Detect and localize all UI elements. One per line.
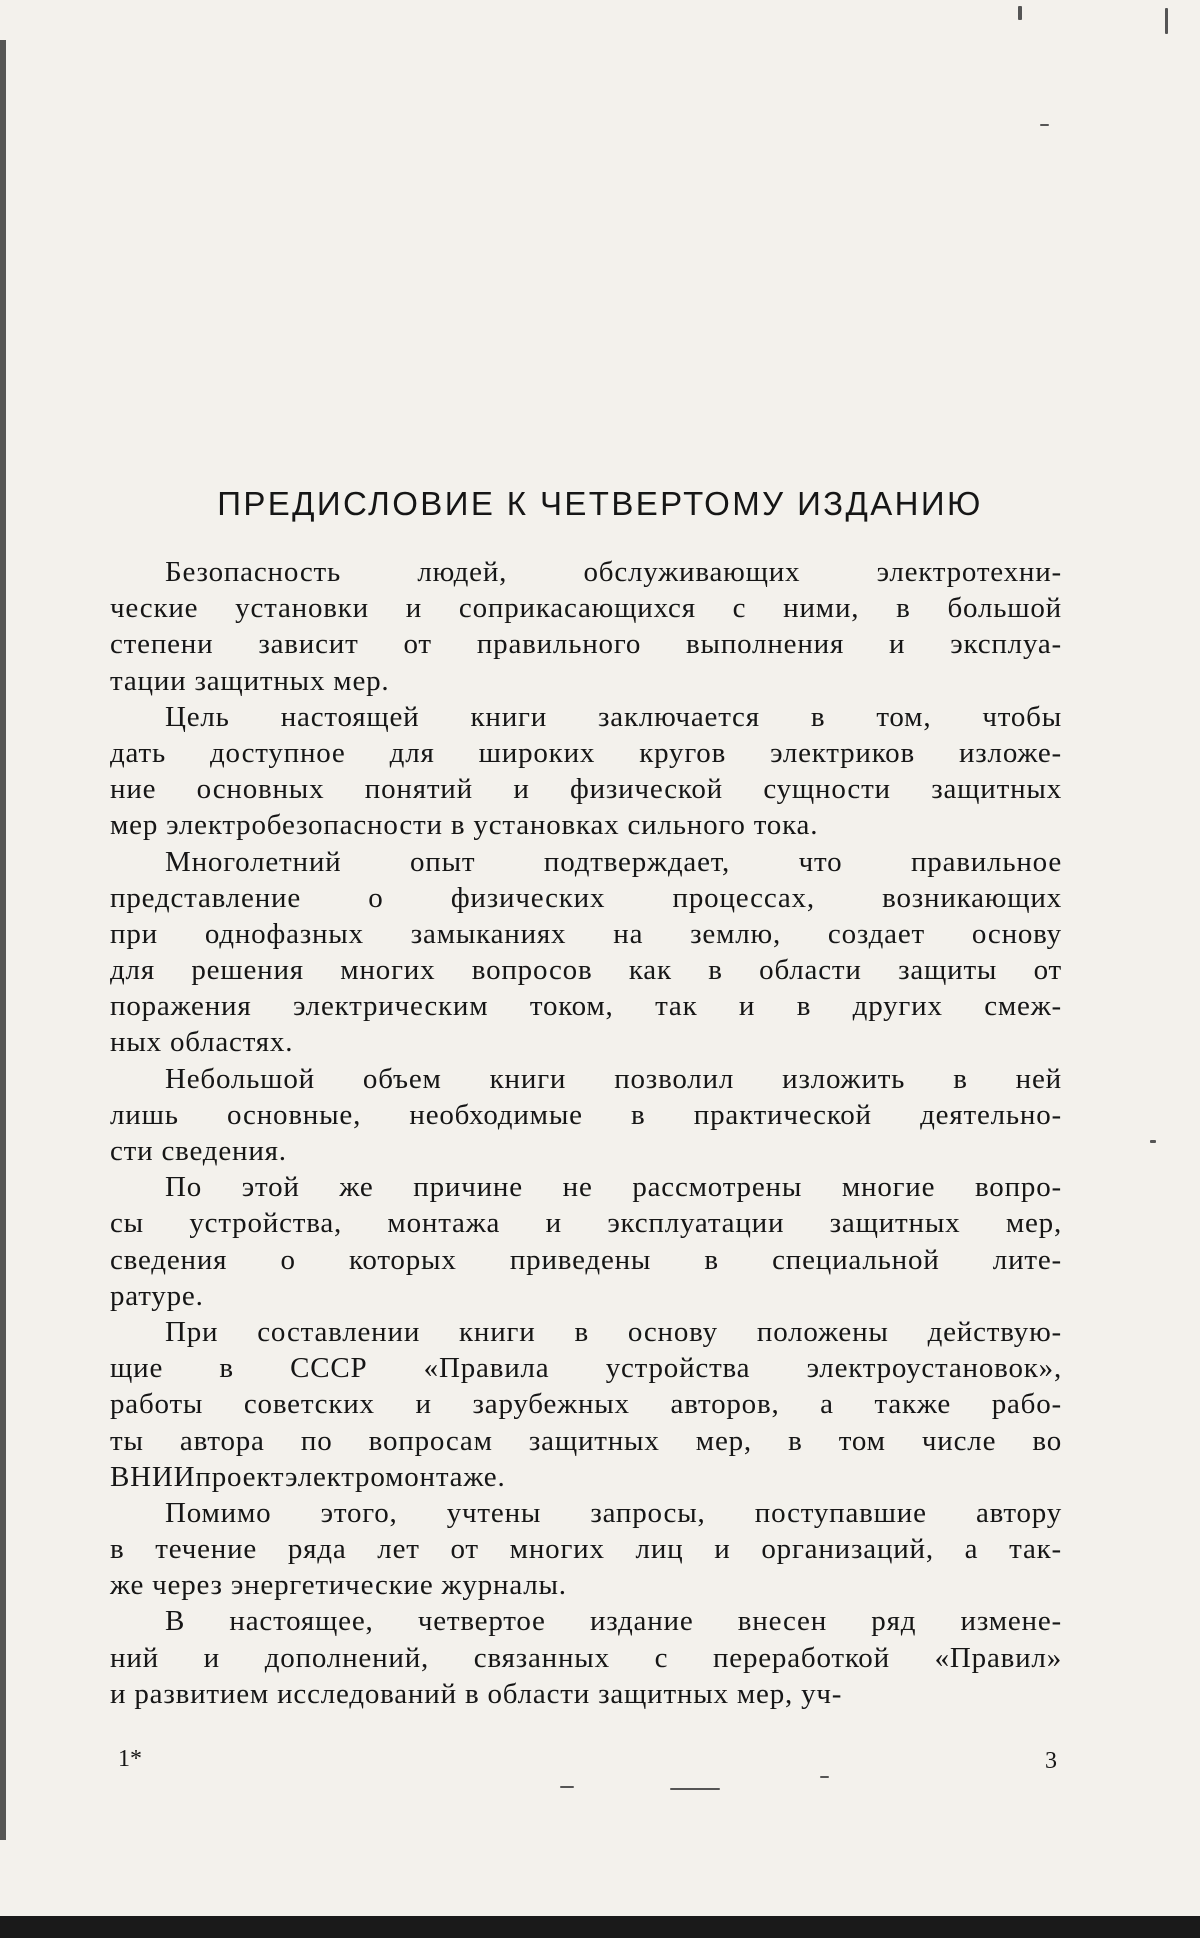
paragraph: [110, 1061, 1062, 1170]
paragraph: [110, 844, 1062, 1061]
text-line: мер электробезопасности в установках сильного тока.: [110, 809, 819, 842]
paragraph: [110, 1169, 1062, 1314]
body-text: [110, 554, 1062, 1712]
scan-speck: [1040, 124, 1049, 126]
text-line: дать доступное для широких кругов электриков изложе-: [110, 736, 1062, 769]
text-line: степени зависит от правильного выполнения и эксплуа-: [110, 628, 1062, 661]
scan-speck: [560, 1786, 574, 1788]
text-line: сы устройства, монтажа и эксплуатации защитных мер,: [110, 1207, 1062, 1240]
text-line: ний и дополнений, связанных с переработкой «Правил»: [110, 1641, 1062, 1674]
text-line: По этой же причине не рассмотрены многие вопро-: [165, 1171, 1062, 1204]
paragraph: [110, 1314, 1062, 1495]
text-line: и развитием исследований в области защитных мер, уч-: [110, 1677, 843, 1710]
text-line: же через энергетические журналы.: [110, 1569, 567, 1602]
text-line: в течение ряда лет от многих лиц и организаций, а так-: [110, 1533, 1062, 1566]
scan-bottom-edge: [0, 1916, 1200, 1938]
scan-left-edge: [0, 40, 6, 1840]
text-line: Небольшой объем книги позволил изложить в ней: [165, 1062, 1062, 1095]
text-line: щие в СССР «Правила устройства электроустановок»,: [110, 1352, 1062, 1385]
text-line: При составлении книги в основу положены действую-: [165, 1315, 1062, 1348]
text-line: сти сведения.: [110, 1135, 287, 1167]
text-line: сведения о которых приведены в специальной лите-: [110, 1243, 1062, 1276]
text-line: ВНИИпроектэлектромонтаже.: [110, 1460, 506, 1493]
text-line: Безопасность людей, обслуживающих электротехни-: [165, 556, 1062, 588]
text-line: ние основных понятий и физической сущности защитных: [110, 773, 1062, 806]
text-line: Многолетний опыт подтверждает, что правильное: [165, 845, 1062, 878]
scan-speck: [1150, 1140, 1156, 1143]
text-line: ратуре.: [110, 1279, 204, 1312]
text-line: ных областях.: [110, 1026, 294, 1059]
signature-mark: 1*: [118, 1746, 142, 1772]
text-line: В настоящее, четвертое издание внесен ряд измене-: [165, 1605, 1062, 1638]
text-line: представление о физических процессах, возникающих: [110, 881, 1062, 914]
text-line: ты автора по вопросам защитных мер, в том числе во: [110, 1424, 1062, 1457]
page-title: ПРЕДИСЛОВИЕ К ЧЕТВЕРТОМУ ИЗДАНИЮ: [217, 485, 983, 523]
paragraph: [110, 554, 1062, 699]
text-line: для решения многих вопросов как в области защиты от: [110, 954, 1062, 987]
scan-speck: [820, 1776, 829, 1778]
text-line: поражения электрическим током, так и в других смеж-: [110, 990, 1062, 1023]
text-line: работы советских и зарубежных авторов, а также рабо-: [110, 1388, 1062, 1421]
scan-speck: [670, 1788, 720, 1790]
page-number: 3: [1045, 1748, 1057, 1774]
paragraph: [110, 1495, 1062, 1604]
text-line: Помимо этого, учтены запросы, поступавшие автору: [165, 1496, 1062, 1529]
text-line: при однофазных замыканиях на землю, создает основу: [110, 917, 1062, 950]
text-line: ческие установки и соприкасающихся с ними, в большой: [110, 592, 1062, 625]
text-line: лишь основные, необходимые в практической деятельно-: [110, 1098, 1062, 1131]
paragraph: [110, 699, 1062, 844]
text-line: тации защитных мер.: [110, 664, 390, 697]
scan-speck: [1018, 6, 1022, 20]
paragraph: [110, 1603, 1062, 1712]
scan-speck: [1165, 8, 1168, 34]
text-line: Цель настоящей книги заключается в том, чтобы: [165, 700, 1062, 733]
